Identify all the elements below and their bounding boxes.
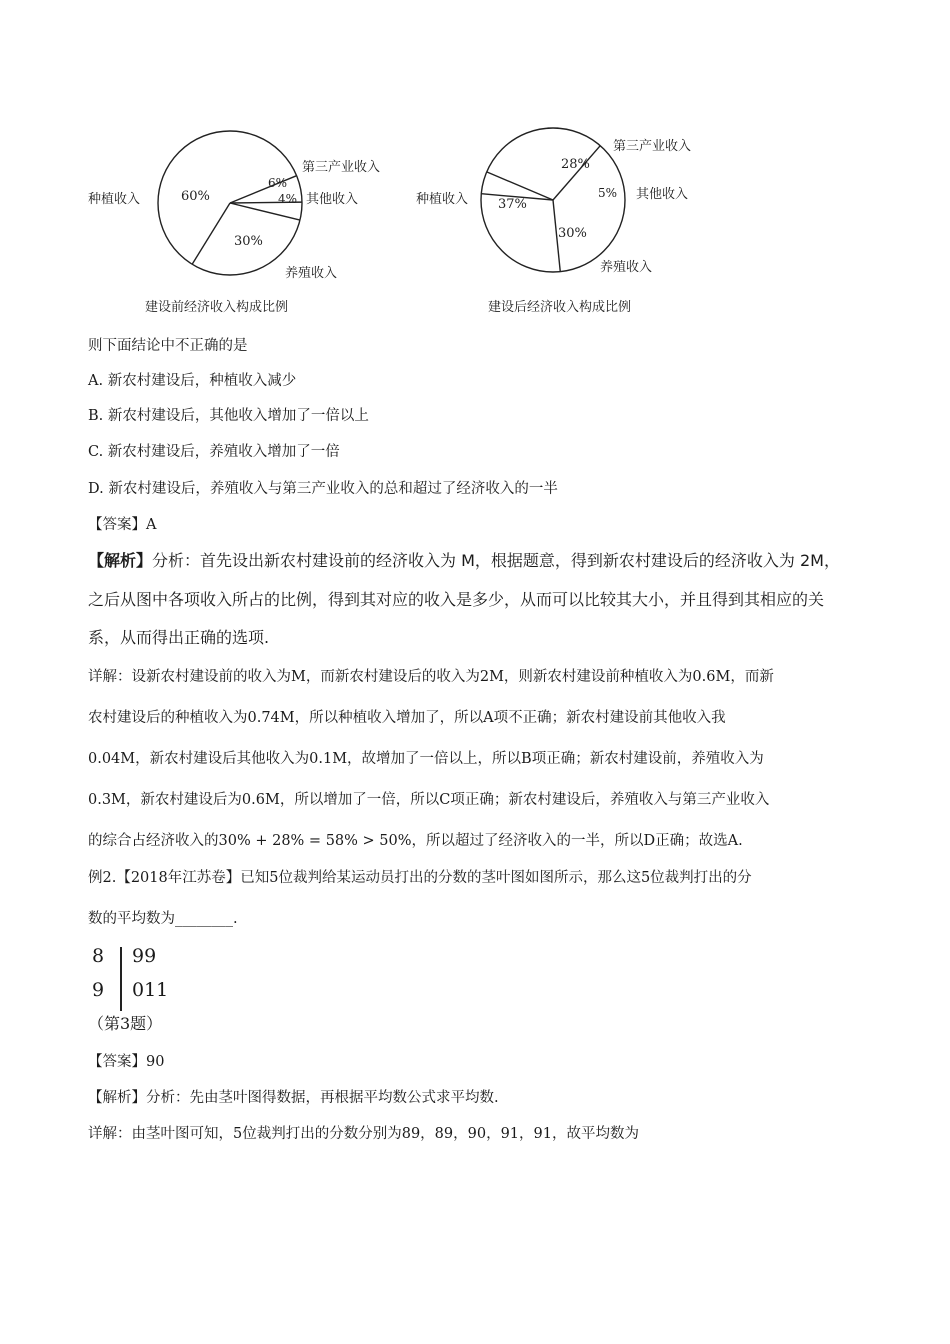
example2-line-1: 例2.【2018年江苏卷】已知5位裁判给某运动员打出的分数的茎叶图如图所示，那么这5位裁判打出的分 [88, 870, 752, 886]
detail-line-1: 详解：设新农村建设前的收入为M，而新农村建设后的收入为2M，则新农村建设前种植收入为0.6M，而新 [88, 669, 774, 685]
slice-boundary-种植收入 [192, 203, 230, 264]
pct-label: 37% [498, 197, 527, 212]
example2-line-2: 数的平均数为________. [88, 911, 238, 927]
detail-2: 详解：由茎叶图可知，5位裁判打出的分数分别为89，89，90，91，91，故平均数为 [88, 1126, 639, 1142]
slice-label: 其他收入 [636, 187, 689, 202]
chart-title: 建设前经济收入构成比例 [145, 300, 289, 315]
question-stem: 则下面结论中不正确的是 [88, 338, 248, 354]
option-b: B. 新农村建设后，其他收入增加了一倍以上 [88, 408, 369, 424]
slice-label: 种植收入 [88, 192, 141, 207]
answer-1: 【答案】A [88, 517, 157, 533]
pct-label: 6% [268, 176, 288, 190]
option-c: C. 新农村建设后，养殖收入增加了一倍 [88, 444, 340, 460]
analysis-2: 【解析】分析：先由茎叶图得数据，再根据平均数公式求平均数. [88, 1090, 499, 1106]
figure-caption: （第3题） [88, 1014, 163, 1033]
slice-boundary-种植收入 [553, 146, 600, 200]
pct-label: 4% [278, 192, 298, 206]
chart-title: 建设后经济收入构成比例 [488, 300, 632, 315]
pie-charts-figure [80, 105, 720, 320]
detail-line-2: 农村建设后的种植收入为0.74M，所以种植收入增加了，所以A项不正确；新农村建设前其他收入我 [88, 710, 726, 726]
stem-value: 8 [92, 945, 105, 967]
analysis-line-2: 之后从图中各项收入所占的比例，得到其对应的收入是多少，从而可以比较其大小，并且得到其相应的关 [88, 590, 825, 609]
chart-after [416, 128, 691, 315]
pct-label: 60% [181, 189, 210, 204]
slice-label: 养殖收入 [285, 266, 338, 281]
pct-label: 30% [234, 234, 263, 249]
pie-charts-svg [80, 105, 720, 320]
answer-2: 【答案】90 [88, 1054, 165, 1070]
analysis-label: 【解析】 [88, 551, 153, 570]
slice-label: 种植收入 [416, 192, 469, 207]
stem-leaf-plot [88, 945, 212, 1035]
chart-before [88, 131, 380, 315]
stem-value: 9 [92, 979, 105, 1001]
option-d: D. 新农村建设后，养殖收入与第三产业收入的总和超过了经济收入的一半 [88, 481, 558, 497]
pct-label: 28% [561, 157, 590, 172]
analysis-line-3: 系，从而得出正确的选项. [88, 628, 270, 647]
slice-label: 养殖收入 [600, 260, 653, 275]
slice-boundary-养殖收入 [487, 172, 553, 200]
leaf-values: 99 [132, 945, 157, 967]
pct-label: 30% [558, 226, 587, 241]
pct-label: 5% [598, 186, 618, 200]
leaf-values: 011 [132, 979, 169, 1001]
analysis-text: 分析：首先设出新农村建设前的经济收入为 M，根据题意，得到新农村建设后的经济收入为 2M， [152, 551, 840, 570]
analysis-line-1 [88, 551, 840, 571]
slice-label: 其他收入 [306, 192, 359, 207]
stem-divider [120, 947, 122, 1011]
detail-line-3: 0.04M，新农村建设后其他收入为0.1M，故增加了一倍以上，所以B项正确；新农村建设前，养殖收入为 [88, 751, 764, 767]
detail-line-5: 的综合占经济收入的30% + 28% = 58% > 50%，所以超过了经济收入的一半，所以D正确；故选A. [88, 833, 743, 849]
option-a: A. 新农村建设后，种植收入减少 [88, 373, 297, 389]
slice-label: 第三产业收入 [613, 139, 692, 154]
detail-line-4: 0.3M，新农村建设后为0.6M，所以增加了一倍，所以C项正确；新农村建设后，养殖收入与第三产业收入 [88, 792, 770, 808]
slice-label: 第三产业收入 [302, 160, 381, 175]
